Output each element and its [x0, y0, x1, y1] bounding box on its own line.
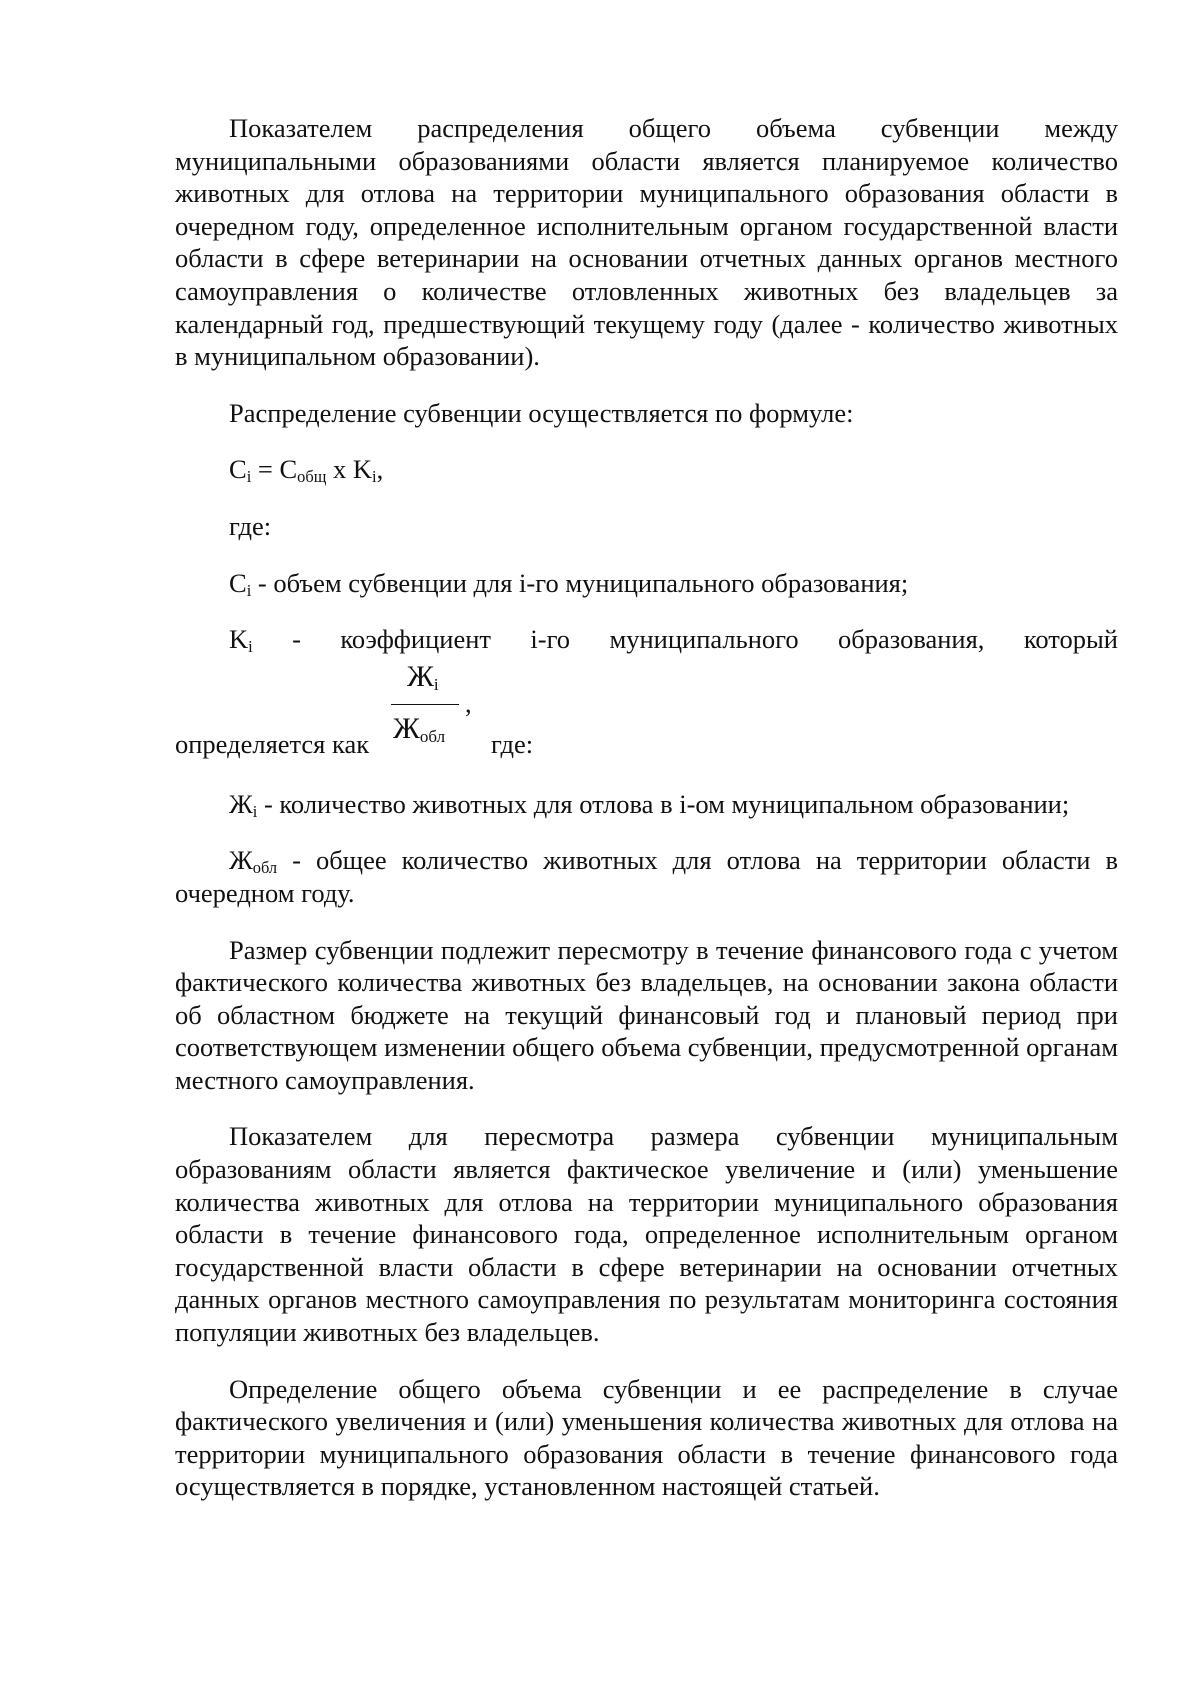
fraction-bar: [391, 704, 459, 705]
zhi-symbol: Ж: [229, 788, 253, 819]
formula-k-subscript: i: [372, 467, 377, 487]
paragraph-formula-intro: Распределение субвенции осуществляется по формуле:: [229, 397, 854, 428]
paragraph-where: где:: [229, 510, 272, 541]
ci-subscript: i: [246, 580, 252, 600]
formula-cobsh-subscript: общ: [297, 467, 327, 487]
ki-subscript: i: [248, 637, 253, 657]
paragraph-revision-size: Размер субвенции подлежит пересмотру в течение финансового года с учетом фактического количества животных без владельцев, на основании закона области об областном бюджете на текущий финансовый год и плановый период при соответствующем изменении общего объема субвенции, предусмотренной органам местного самоуправления.: [175, 934, 1118, 1095]
formula-end: ,: [376, 454, 384, 485]
formula-times-k: x K: [326, 454, 372, 485]
denominator-subscript: обл: [419, 726, 446, 746]
paragraph-distribution-indicator: Показателем распределения общего объема субвенции между муниципальными образованиями области является планируемое количество животных для отлова на территории муниципального образования области в очередном году, определенное исполнительным органом государственной власти области в сфере ветеринарии на основании отчетных данных органов местного самоуправления о количестве отловленных животных без владельцев за календарный год, предшествующий текущему году (далее - количество животных в муниципальном образовании).: [175, 113, 1118, 372]
formula-equals-c: = C: [251, 454, 298, 485]
paragraph-revision-indicator: Показателем для пересмотра размера субвенции муниципальным образованиям области является фактическое увеличение и (или) уменьшение количества животных для отлова на территории муниципального образования области в течение финансового года, определенное исполнительным органом государственной власти области в сфере ветеринарии на основании отчетных данных органов местного самоуправления по результатам мониторинга состояния популяции животных без владельцев.: [175, 1121, 1118, 1348]
numerator-subscript: i: [433, 674, 439, 694]
formula-ci: [175, 453, 1118, 486]
denominator-symbol: Ж: [393, 711, 420, 745]
zhi-subscript: i: [252, 801, 258, 821]
definition-zhi: [175, 788, 1118, 821]
paragraph-determination: Определение общего объема субвенции и ее распределение в случае фактического увеличения и (или) уменьшения количества животных для отлова на территории муниципального образования области в течение финансового года осуществляется в порядке, установленном настоящей статьей.: [175, 1373, 1118, 1502]
zhobl-text: - общее количество животных для отлова на территории области в очередном году.: [175, 845, 1118, 908]
coefficient-fraction: [389, 656, 472, 766]
formula-c-subscript: i: [246, 467, 252, 487]
formula-c-symbol: C: [229, 454, 247, 485]
zhi-text: - количество животных для отлова в i-ом муниципальном образовании;: [257, 788, 1070, 819]
fraction-lead-text: определяется как: [175, 728, 370, 759]
definition-ki: [175, 623, 1118, 656]
zhobl-subscript: обл: [252, 858, 278, 878]
fraction-comma: ,: [465, 687, 472, 718]
ki-text: - коэффициент i-го муниципального образования, который: [252, 624, 1118, 655]
definition-zhobl: [175, 844, 1118, 909]
ki-symbol: K: [229, 624, 249, 655]
numerator-symbol: Ж: [407, 659, 434, 693]
fraction-tail-text: где:: [491, 728, 534, 759]
ci-text: - объем субвенции для i-го муниципального образования;: [251, 567, 909, 598]
definition-ci: [175, 567, 1118, 600]
fraction-denominator: [393, 712, 445, 754]
fraction-numerator: [407, 660, 439, 702]
zhobl-symbol: Ж: [229, 845, 253, 876]
ci-symbol: C: [229, 567, 247, 598]
fraction-definition-line: [175, 656, 1118, 766]
